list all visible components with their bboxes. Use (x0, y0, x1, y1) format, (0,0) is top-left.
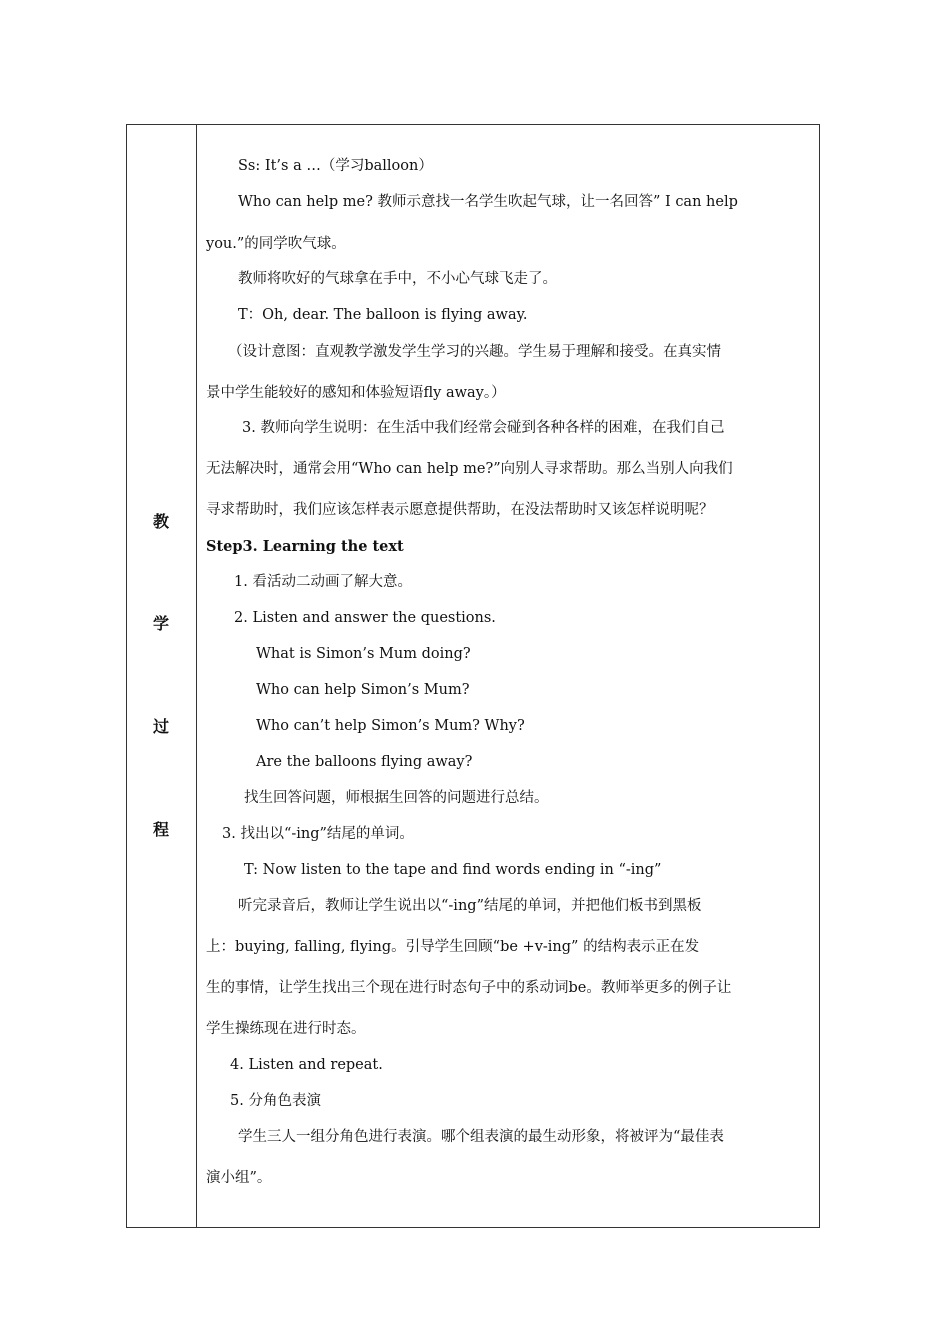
side-label-char: 学 (152, 614, 169, 633)
text-line: 3. 找出以“-ing”结尾的单词。 (222, 826, 414, 842)
text-line: 教师将吹好的气球拿在手中，不小心气球飞走了。 (238, 271, 557, 287)
text-line: 听完录音后，教师让学生说出以“-ing”结尾的单词，并把他们板书到黑板 (238, 898, 702, 914)
text-line: 演小组”。 (206, 1170, 272, 1186)
text-line: 生的事情，让学生找出三个现在进行时态句子中的系动词be。教师举更多的例子让 (206, 980, 732, 996)
text-line: 3. 教师向学生说明：在生活中我们经常会碰到各种各样的困难，在我们自己 (242, 420, 725, 436)
question-line: Who can help Simon’s Mum? (256, 682, 470, 698)
question-line: What is Simon’s Mum doing? (256, 646, 471, 662)
side-label-char: 过 (152, 717, 169, 736)
text-line: 无法解决时，通常会用“Who can help me?”向别人寻求帮助。那么当别人向我们 (206, 461, 733, 477)
question-line: Are the balloons flying away? (256, 754, 473, 770)
step-heading: Step3. Learning the text (206, 538, 404, 555)
side-label-char: 教 (152, 512, 169, 531)
text-line: 上：buying, falling, flying。引导学生回顾“be +v-ing” 的结构表示正在发 (206, 939, 700, 955)
text-line: 学生操练现在进行时态。 (206, 1021, 366, 1037)
side-label-char: 程 (152, 820, 169, 839)
design-intent-note: （设计意图：直观教学激发学生学习的兴趣。学生易于理解和接受。在真实情 (228, 344, 721, 360)
text-line: 寻求帮助时，我们应该怎样表示愿意提供帮助，在没法帮助时又该怎样说明呢？ (206, 502, 714, 518)
text-line: 学生三人一组分角色进行表演。哪个组表演的最生动形象，将被评为“最佳表 (238, 1129, 724, 1145)
text-line: Who can help me? 教师示意找一名学生吹起气球，让一名回答” I can help (238, 194, 738, 210)
design-intent-note: 景中学生能较好的感知和体验短语fly away。） (206, 385, 506, 401)
text-line: T: Now listen to the tape and find words ending in “-ing” (244, 862, 662, 878)
text-line: 1. 看活动二动画了解大意。 (234, 574, 412, 590)
text-line: Ss: It’s a …（学习balloon） (238, 158, 433, 174)
text-line: 5. 分角色表演 (230, 1093, 321, 1109)
column-divider (196, 124, 197, 1228)
question-line: Who can’t help Simon’s Mum? Why? (256, 718, 525, 734)
text-line: you.”的同学吹气球。 (206, 236, 346, 252)
text-line: 4. Listen and repeat. (230, 1057, 383, 1073)
text-line: 找生回答问题，师根据生回答的问题进行总结。 (244, 790, 549, 806)
text-line: T：Oh, dear. The balloon is flying away. (238, 307, 528, 323)
text-line: 2. Listen and answer the questions. (234, 610, 496, 626)
